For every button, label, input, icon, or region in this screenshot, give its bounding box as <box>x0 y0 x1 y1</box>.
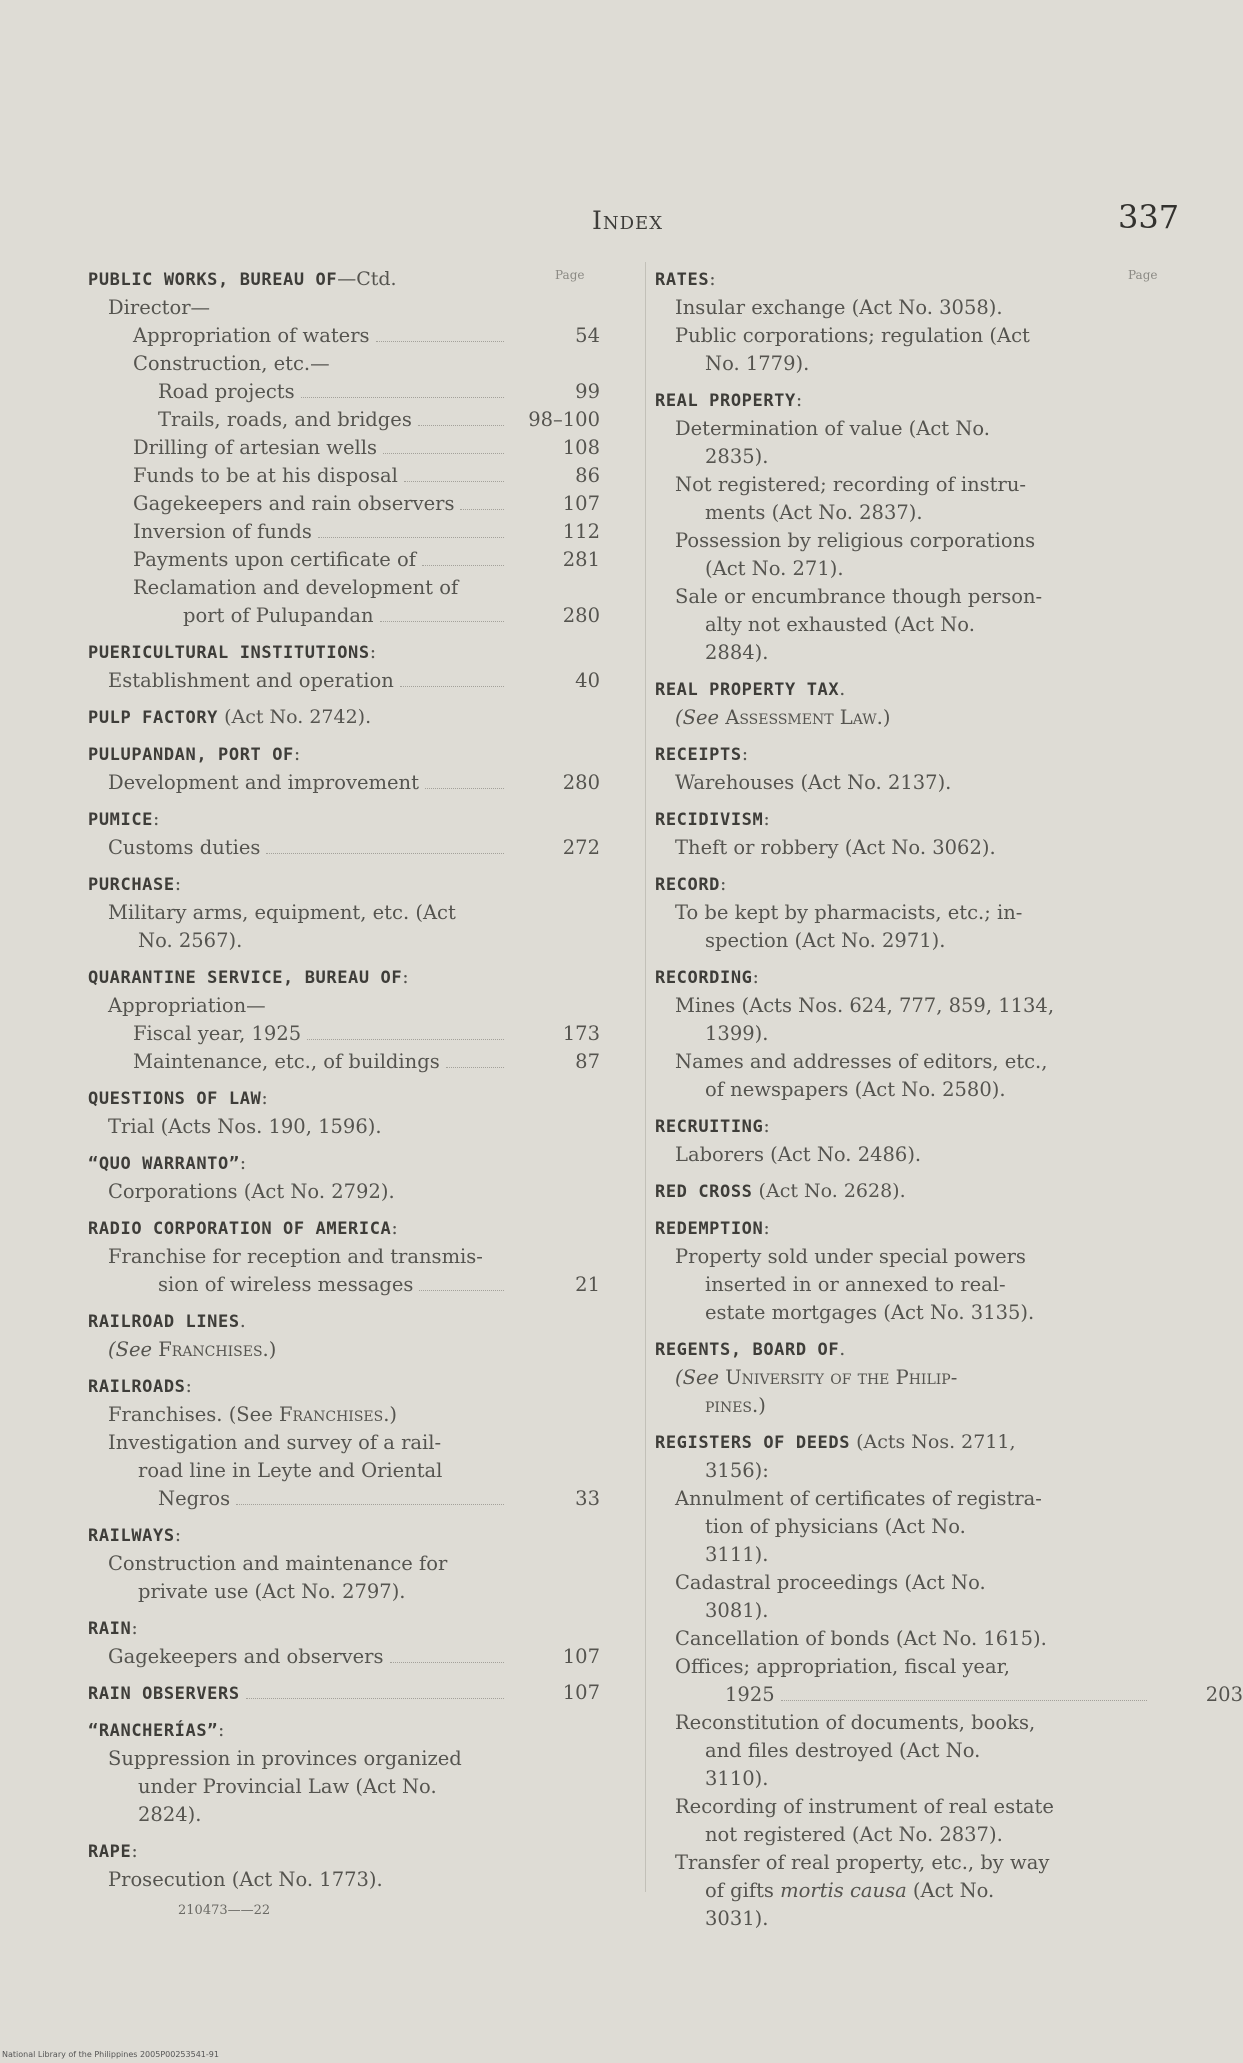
subentry: Appropriation of waters 54 <box>133 322 600 350</box>
subentry: Establishment and operation 40 <box>108 667 600 695</box>
page-ref: 107 <box>562 1681 600 1704</box>
subentry: To be kept by pharmacists, etc.; in- <box>675 901 1023 924</box>
subentry: spection (Act No. 2971). <box>705 929 946 952</box>
entry-heading: PULP FACTORY <box>88 708 219 728</box>
subentry: Annulment of certificates of registra- <box>675 1487 1042 1510</box>
index-entry: PUBLIC WORKS, BUREAU OF—Ctd. Director— Appropriation of waters 54 Construction, etc.— Road projects 99 Trails, roads, and bridges 98–100 Drilling of artesian wells 108 Funds to be at his disposal 86 Gagekeepers and rain observers 107 Inversion of funds 112 Payments upon certificate of 281 Reclamation and development of port of Pulupandan 280 <box>88 265 600 630</box>
subentry: Prosecution (Act No. 1773). <box>108 1868 383 1891</box>
subentry: Reclamation and development of <box>133 576 459 599</box>
entry-heading: RATES <box>655 270 710 290</box>
entry-heading: RECORD <box>655 875 721 895</box>
subentry: Trial (Acts Nos. 190, 1596). <box>108 1115 382 1138</box>
subentry: Offices; appropriation, fiscal year, <box>675 1655 1010 1678</box>
page-ref: 280 <box>562 604 600 627</box>
index-entry: RECIDIVISM: Theft or robbery (Act No. 3062). <box>655 805 1153 862</box>
page-ref: 87 <box>575 1050 600 1073</box>
index-entry: RECORD: To be kept by pharmacists, etc.; in- spection (Act No. 2971). <box>655 870 1153 955</box>
subentry: 1399). <box>705 1022 769 1045</box>
entry-heading: QUESTIONS OF LAW <box>88 1089 262 1109</box>
subentry: 2824). <box>138 1803 202 1826</box>
page-ref: 108 <box>562 436 600 459</box>
subentry: Negros 33 <box>108 1485 600 1513</box>
subentry: (Act No. 271). <box>705 557 844 580</box>
subentry: Names and addresses of editors, etc., <box>675 1050 1048 1073</box>
index-entry: RAILROADS: Franchises. (See Franchises.) Investigation and survey of a rail- road line in Leyte and Oriental Negros 33 <box>88 1372 600 1513</box>
subentry: Recording of instrument of real estate <box>675 1795 1054 1818</box>
subentry: Warehouses (Act No. 2137). <box>675 771 952 794</box>
page-ref: 281 <box>562 548 600 571</box>
page-column-label: Page <box>555 268 585 282</box>
entry-heading: RECRUITING <box>655 1117 764 1137</box>
subentry: under Provincial Law (Act No. <box>138 1775 437 1798</box>
subentry: Mines (Acts Nos. 624, 777, 859, 1134, <box>675 994 1055 1017</box>
entry-heading: RAILROAD LINES <box>88 1312 240 1332</box>
subentry: Payments upon certificate of 281 <box>133 546 600 574</box>
cross-reference: (See Assessment Law.) <box>675 706 891 729</box>
index-entry: RECORDING: Mines (Acts Nos. 624, 777, 859, 1134, 1399). Names and addresses of editors, etc., of newspapers (Act No. 2580). <box>655 963 1153 1104</box>
entry-heading: PURCHASE <box>88 875 175 895</box>
subentry: Military arms, equipment, etc. (Act <box>108 901 456 924</box>
page-ref: 272 <box>562 836 600 859</box>
subentry: Maintenance, etc., of buildings 87 <box>133 1048 600 1076</box>
page-ref: 107 <box>562 492 600 515</box>
entry-heading: PUERICULTURAL INSTITUTIONS <box>88 643 370 663</box>
subentry: Inversion of funds 112 <box>133 518 600 546</box>
subentry: 2884). <box>705 641 769 664</box>
subentry: Customs duties 272 <box>108 834 600 862</box>
subentry: Laborers (Act No. 2486). <box>675 1143 922 1166</box>
subentry: Possession by religious corporations <box>675 529 1036 552</box>
printer-code: 210473——22 <box>178 1903 271 1918</box>
subentry: Transfer of real property, etc., by way <box>675 1851 1050 1874</box>
subentry: Franchise for reception and transmis- <box>108 1245 483 1268</box>
right-column <box>655 265 1243 1941</box>
subentry: Cancellation of bonds (Act No. 1615). <box>675 1627 1047 1650</box>
subentry: 1925 203 <box>675 1681 1243 1709</box>
index-entry: RAPE: Prosecution (Act No. 1773). <box>88 1837 600 1894</box>
subentry: 2835). <box>705 445 769 468</box>
subentry: Development and improvement 280 <box>108 769 600 797</box>
subentry: No. 2567). <box>138 929 243 952</box>
page-ref: 99 <box>575 380 600 403</box>
page-ref: 173 <box>562 1022 600 1045</box>
page-ref: 40 <box>575 669 600 692</box>
subentry: ments (Act No. 2837). <box>705 501 923 524</box>
subentry: Sale or encumbrance though person- <box>675 585 1043 608</box>
subentry: Fiscal year, 1925 173 <box>133 1020 600 1048</box>
entry-heading: RED CROSS <box>655 1182 753 1202</box>
index-entry: RAILROAD LINES. (See Franchises.) <box>88 1307 600 1364</box>
page-ref: 33 <box>575 1487 600 1510</box>
index-entry: “RANCHERÍAS”: Suppression in provinces organized under Provincial Law (Act No. 2824). <box>88 1716 600 1829</box>
entry-heading: “QUO WARRANTO” <box>88 1154 240 1174</box>
subentry: Public corporations; regulation (Act <box>675 324 1030 347</box>
subentry: Construction, etc.— <box>133 352 330 375</box>
subentry: private use (Act No. 2797). <box>138 1580 406 1603</box>
index-entry: QUESTIONS OF LAW: Trial (Acts Nos. 190, 1596). <box>88 1084 600 1141</box>
entry-heading: PUMICE <box>88 810 154 830</box>
subentry: Not registered; recording of instru- <box>675 473 1026 496</box>
entry-heading: RECORDING <box>655 968 753 988</box>
subentry: Appropriation— <box>108 994 266 1017</box>
page-ref: 107 <box>562 1645 600 1668</box>
index-entry: REDEMPTION: Property sold under special powers inserted in or annexed to real- estate mortgages (Act No. 3135). <box>655 1214 1153 1327</box>
subentry: Construction and maintenance for <box>108 1552 448 1575</box>
subentry: Gagekeepers and rain observers 107 <box>133 490 600 518</box>
subentry: and files destroyed (Act No. <box>705 1739 981 1762</box>
subentry: Director— <box>108 296 211 319</box>
entry-heading: RAIN OBSERVERS <box>88 1684 240 1704</box>
subentry: road line in Leyte and Oriental <box>138 1459 443 1482</box>
subentry: No. 1779). <box>705 352 810 375</box>
index-entry: RED CROSS (Act No. 2628). <box>655 1180 906 1202</box>
entry-heading: REAL PROPERTY <box>655 391 796 411</box>
entry-heading: PULUPANDAN, PORT OF <box>88 745 294 765</box>
page-ref: 112 <box>562 520 600 543</box>
index-entry: “QUO WARRANTO”: Corporations (Act No. 2792). <box>88 1149 600 1206</box>
entry-heading: RECIDIVISM <box>655 810 764 830</box>
subentry: of newspapers (Act No. 2580). <box>705 1078 1006 1101</box>
index-entry: REAL PROPERTY: Determination of value (Act No. 2835). Not registered; recording of instru- ments (Act No. 2837). Possession by religious corporations (Act No. 271). Sale or encumbrance though person- alty not exhausted (Act No. 2884). <box>655 386 1153 667</box>
index-entry: RECRUITING: Laborers (Act No. 2486). <box>655 1112 1153 1169</box>
page-ref: 98–100 <box>528 408 600 431</box>
subentry: Funds to be at his disposal 86 <box>133 462 600 490</box>
index-entry: PUMICE: Customs duties 272 <box>88 805 600 862</box>
subentry: estate mortgages (Act No. 3135). <box>705 1301 1035 1324</box>
entry-heading: RAILROADS <box>88 1377 186 1397</box>
subentry: Trails, roads, and bridges 98–100 <box>158 406 600 434</box>
subentry: of gifts mortis causa (Act No. <box>705 1879 995 1902</box>
subentry: Theft or robbery (Act No. 3062). <box>675 836 996 859</box>
page-ref: 54 <box>575 324 600 347</box>
running-head: Index <box>592 206 664 235</box>
cross-reference: Franchises. (See Franchises.) <box>108 1403 398 1426</box>
index-entry: PURCHASE: Military arms, equipment, etc. (Act No. 2567). <box>88 870 600 955</box>
subentry: Insular exchange (Act No. 3058). <box>675 296 1003 319</box>
entry-heading: “RANCHERÍAS” <box>88 1721 219 1741</box>
entry-heading: RAILWAYS <box>88 1526 175 1546</box>
entry-heading: RECEIPTS <box>655 745 742 765</box>
entry-heading: REGENTS, BOARD OF <box>655 1340 840 1360</box>
subentry: port of Pulupandan 280 <box>133 602 600 630</box>
index-entry: REGENTS, BOARD OF. (See University of the Philip- pines.) <box>655 1335 1153 1420</box>
index-entry: REGISTERS OF DEEDS (Acts Nos. 2711, 3156): Annulment of certificates of registra- tion of physicians (Act No. 3111). Cadastral proceedings (Act No. 3081). Cancellation of bonds (Act No. 1615). Offices; appropriation, fiscal year, 1925 203 Reconstitution of documents, books, and files destroyed (Act No. 3110). Recording of instrument of real estate not registered (Act No. 2837). Transfer of real property, etc., by way of gifts mortis causa (Act No. 3031). <box>655 1428 1153 1933</box>
entry-heading: PUBLIC WORKS, BUREAU OF <box>88 270 338 290</box>
index-entry: QUARANTINE SERVICE, BUREAU OF: Appropriation— Fiscal year, 1925 173 Maintenance, etc., of buildings 87 <box>88 963 600 1076</box>
scan-stamp: National Library of the Philippines 2005P00253541-91 <box>2 2050 219 2059</box>
subentry: Investigation and survey of a rail- <box>108 1431 442 1454</box>
subentry: sion of wireless messages 21 <box>108 1271 600 1299</box>
subentry: 3031). <box>705 1907 769 1930</box>
subentry: Suppression in provinces organized <box>108 1747 462 1770</box>
index-entry: RAILWAYS: Construction and maintenance for private use (Act No. 2797). <box>88 1521 600 1606</box>
cross-reference: pines.) <box>705 1394 766 1417</box>
subentry: 3081). <box>705 1599 769 1622</box>
entry-heading: REAL PROPERTY TAX <box>655 680 840 700</box>
subentry: Reconstitution of documents, books, <box>675 1711 1036 1734</box>
subentry: alty not exhausted (Act No. <box>705 613 975 636</box>
subentry: tion of physicians (Act No. <box>705 1515 966 1538</box>
subentry: 3111). <box>705 1543 769 1566</box>
subentry: Cadastral proceedings (Act No. <box>675 1571 986 1594</box>
index-entry: RATES: Insular exchange (Act No. 3058). Public corporations; regulation (Act No. 1779). <box>655 265 1153 378</box>
subentry: Drilling of artesian wells 108 <box>133 434 600 462</box>
page-column-label: Page <box>1128 268 1158 282</box>
page-ref: 21 <box>575 1273 600 1296</box>
column-divider <box>645 262 646 1892</box>
left-column <box>88 265 600 1902</box>
page-ref: 203 <box>1205 1683 1243 1706</box>
index-entry: RAIN: Gagekeepers and observers 107 <box>88 1614 600 1671</box>
index-entry: PULUPANDAN, PORT OF: Development and improvement 280 <box>88 740 600 797</box>
index-entry: PULP FACTORY (Act No. 2742). <box>88 706 372 728</box>
index-entry: REAL PROPERTY TAX. (See Assessment Law.) <box>655 675 1153 732</box>
subentry: Road projects 99 <box>158 378 600 406</box>
index-entry: PUERICULTURAL INSTITUTIONS: Establishment and operation 40 <box>88 638 600 695</box>
entry-heading: QUARANTINE SERVICE, BUREAU OF <box>88 968 403 988</box>
index-entry: RADIO CORPORATION OF AMERICA: Franchise for reception and transmis- sion of wireless messages 21 <box>88 1214 600 1299</box>
subentry: Corporations (Act No. 2792). <box>108 1180 395 1203</box>
entry-heading-continuation: 3156): <box>705 1459 769 1482</box>
page-ref: 280 <box>562 771 600 794</box>
cross-reference: (See University of the Philip- <box>675 1366 958 1389</box>
index-entry <box>88 1679 600 1708</box>
entry-heading: REGISTERS OF DEEDS <box>655 1433 851 1453</box>
index-entry: RECEIPTS: Warehouses (Act No. 2137). <box>655 740 1153 797</box>
subentry: inserted in or annexed to real- <box>705 1273 1006 1296</box>
page-number: 337 <box>1118 198 1180 236</box>
entry-heading: RADIO CORPORATION OF AMERICA <box>88 1219 392 1239</box>
entry-heading: RAPE <box>88 1842 132 1862</box>
subentry: Determination of value (Act No. <box>675 417 990 440</box>
subentry: not registered (Act No. 2837). <box>705 1823 1003 1846</box>
subentry: 3110). <box>705 1767 769 1790</box>
subentry: Gagekeepers and observers 107 <box>108 1643 600 1671</box>
cross-reference: (See Franchises.) <box>108 1338 277 1361</box>
subentry: Property sold under special powers <box>675 1245 1026 1268</box>
page-ref: 86 <box>575 464 600 487</box>
entry-heading: RAIN <box>88 1619 132 1639</box>
entry-heading: REDEMPTION <box>655 1219 764 1239</box>
